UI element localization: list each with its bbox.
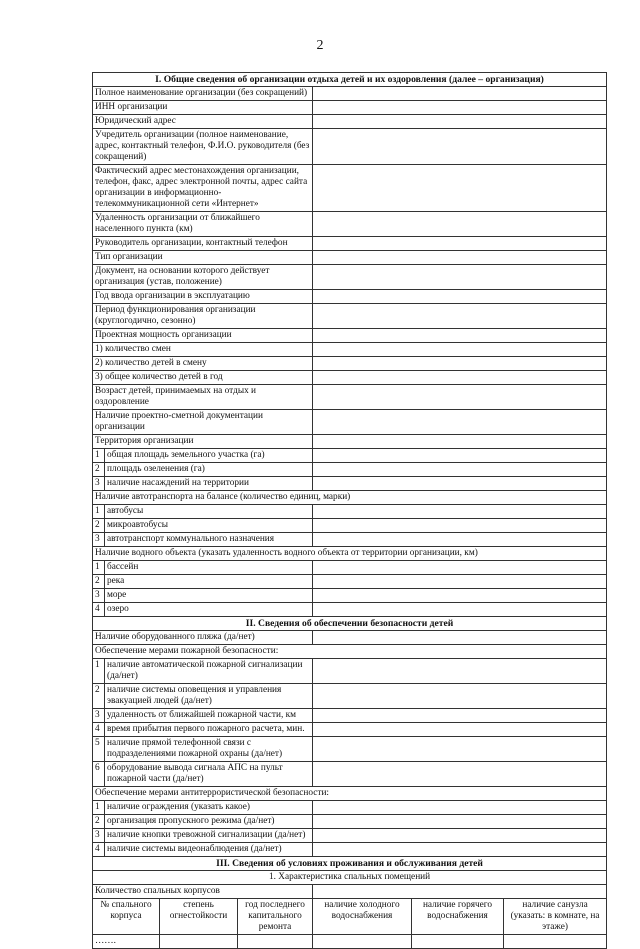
water-row-label: море xyxy=(105,589,313,603)
info-row xyxy=(93,101,607,115)
info-row-value[interactable] xyxy=(313,410,607,435)
terror-row-value[interactable] xyxy=(313,829,607,843)
fire-row xyxy=(93,737,607,762)
info-row-label: Период функционирования организации (круглогодично, сезонно) xyxy=(93,304,313,329)
info-row xyxy=(93,265,607,290)
info-row-label: Территория организации xyxy=(93,435,313,449)
fire-row-value[interactable] xyxy=(313,659,607,684)
terror-title-text: Обеспечение мерами антитеррористической безопасности: xyxy=(93,787,607,801)
info-row-value[interactable] xyxy=(313,290,607,304)
transport-row-label: автобусы xyxy=(105,505,313,519)
info-row-label: 1) количество смен xyxy=(93,343,313,357)
info-row-label: Полное наименование организации (без сокращений) xyxy=(93,87,313,101)
section-3-title xyxy=(93,857,607,871)
terror-row-value[interactable] xyxy=(313,843,607,857)
info-row-label: ИНН организации xyxy=(93,101,313,115)
transport-row-value[interactable] xyxy=(313,519,607,533)
info-row xyxy=(93,385,607,410)
fire-row xyxy=(93,723,607,737)
water-row xyxy=(93,603,607,617)
building-cell[interactable] xyxy=(412,935,504,949)
info-row xyxy=(93,165,607,212)
fire-row-value[interactable] xyxy=(313,684,607,709)
fire-row-number: 3 xyxy=(93,709,105,723)
fire-row-number: 5 xyxy=(93,737,105,762)
building-cell[interactable] xyxy=(504,935,607,949)
transport-row-number: 1 xyxy=(93,505,105,519)
territory-row-value[interactable] xyxy=(313,477,607,491)
terror-row-number: 1 xyxy=(93,801,105,815)
column-header: наличие холодного водоснабжения xyxy=(313,899,412,935)
info-row-label: Фактический адрес местонахождения организации, телефон, факс, адрес электронной почты, адрес сайта организации в информационно-телекоммуникационной сети «Интернет» xyxy=(93,165,313,212)
fire-row xyxy=(93,709,607,723)
info-row-value[interactable] xyxy=(313,129,607,165)
terror-row xyxy=(93,815,607,829)
section-2-title xyxy=(93,617,607,631)
info-row-label: Руководитель организации, контактный телефон xyxy=(93,237,313,251)
info-row xyxy=(93,371,607,385)
fire-row-value[interactable] xyxy=(313,723,607,737)
territory-row-number: 2 xyxy=(93,463,105,477)
info-row-label: Год ввода организации в эксплуатацию xyxy=(93,290,313,304)
info-row xyxy=(93,290,607,304)
fire-row-label: удаленность от ближайшей пожарной части, км xyxy=(105,709,313,723)
water-title-text: Наличие водного объекта (указать удаленность водного объекта от территории организации, км) xyxy=(93,547,607,561)
transport-row xyxy=(93,505,607,519)
terror-row-value[interactable] xyxy=(313,801,607,815)
fire-title-text: Обеспечение мерами пожарной безопасности: xyxy=(93,645,607,659)
building-cell[interactable] xyxy=(238,935,313,949)
transport-title xyxy=(93,491,607,505)
questionnaire-table xyxy=(92,72,607,949)
fire-row-number: 4 xyxy=(93,723,105,737)
terror-row-number: 4 xyxy=(93,843,105,857)
territory-row-label: общая площадь земельного участка (га) xyxy=(105,449,313,463)
territory-row-label: площадь озеленения (га) xyxy=(105,463,313,477)
fire-row-number: 1 xyxy=(93,659,105,684)
fire-row-value[interactable] xyxy=(313,709,607,723)
info-row-label: Документ, на основании которого действует организация (устав, положение) xyxy=(93,265,313,290)
terror-row-value[interactable] xyxy=(313,815,607,829)
water-row-value[interactable] xyxy=(313,589,607,603)
terror-row-label: наличие системы видеонаблюдения (да/нет) xyxy=(105,843,313,857)
transport-row-label: автотранспорт коммунального назначения xyxy=(105,533,313,547)
terror-title xyxy=(93,787,607,801)
terror-row-number: 3 xyxy=(93,829,105,843)
section-1-title xyxy=(93,73,607,87)
info-row xyxy=(93,129,607,165)
info-row-label: 3) общее количество детей в год xyxy=(93,371,313,385)
territory-row xyxy=(93,463,607,477)
count-row xyxy=(93,885,607,899)
territory-row-number: 3 xyxy=(93,477,105,491)
water-row-value[interactable] xyxy=(313,575,607,589)
info-row xyxy=(93,237,607,251)
territory-row-value[interactable] xyxy=(313,463,607,477)
territory-row-number: 1 xyxy=(93,449,105,463)
fire-row-value[interactable] xyxy=(313,737,607,762)
info-row-value[interactable] xyxy=(313,357,607,371)
info-row xyxy=(93,212,607,237)
fire-row-label: наличие системы оповещения и управления эвакуацией людей (да/нет) xyxy=(105,684,313,709)
fire-row-number: 6 xyxy=(93,762,105,787)
info-row-value[interactable] xyxy=(313,435,607,449)
info-row-value[interactable] xyxy=(313,115,607,129)
section-2-title-text: II. Сведения об обеспечении безопасности детей xyxy=(93,617,607,631)
water-row xyxy=(93,589,607,603)
terror-row-label: наличие ограждения (указать какое) xyxy=(105,801,313,815)
info-row-label: 2) количество детей в смену xyxy=(93,357,313,371)
territory-row-value[interactable] xyxy=(313,449,607,463)
column-header: № спального корпуса xyxy=(93,899,160,935)
info-row-value[interactable] xyxy=(313,304,607,329)
fire-row-value[interactable] xyxy=(313,762,607,787)
info-row-value[interactable] xyxy=(313,251,607,265)
count-row-value[interactable] xyxy=(313,885,607,899)
water-row-value[interactable] xyxy=(313,603,607,617)
info-row xyxy=(93,435,607,449)
building-row xyxy=(93,935,607,949)
info-row xyxy=(93,304,607,329)
water-row-number: 3 xyxy=(93,589,105,603)
column-header: год последнего капитального ремонта xyxy=(238,899,313,935)
transport-row-label: микроавтобусы xyxy=(105,519,313,533)
water-row xyxy=(93,561,607,575)
beach-row xyxy=(93,631,607,645)
fire-row-label: наличие прямой телефонной связи с подразделениями пожарной охраны (да/нет) xyxy=(105,737,313,762)
info-row xyxy=(93,343,607,357)
building-columns-header xyxy=(93,899,607,935)
beach-row-value[interactable] xyxy=(313,631,607,645)
fire-row-number: 2 xyxy=(93,684,105,709)
info-row-value[interactable] xyxy=(313,212,607,237)
transport-row-number: 3 xyxy=(93,533,105,547)
beach-row-label: Наличие оборудованного пляжа (да/нет) xyxy=(93,631,313,645)
section-3-subtitle-text: 1. Характеристика спальных помещений xyxy=(93,871,607,885)
info-row-value[interactable] xyxy=(313,87,607,101)
fire-title xyxy=(93,645,607,659)
info-row xyxy=(93,115,607,129)
water-row-number: 1 xyxy=(93,561,105,575)
info-row xyxy=(93,87,607,101)
water-row-value[interactable] xyxy=(313,561,607,575)
section-3-title-text: III. Сведения об условиях проживания и обслуживания детей xyxy=(93,857,607,871)
count-row-label: Количество спальных корпусов xyxy=(93,885,313,899)
water-title xyxy=(93,547,607,561)
transport-title-text: Наличие автотранспорта на балансе (количество единиц, марки) xyxy=(93,491,607,505)
info-row xyxy=(93,410,607,435)
terror-row xyxy=(93,829,607,843)
transport-row xyxy=(93,519,607,533)
column-header: наличие горячего водоснабжения xyxy=(412,899,504,935)
info-row xyxy=(93,329,607,343)
info-row-value[interactable] xyxy=(313,343,607,357)
fire-row-label: наличие автоматической пожарной сигнализации (да/нет) xyxy=(105,659,313,684)
fire-row xyxy=(93,684,607,709)
info-row-label: Возраст детей, принимаемых на отдых и оздоровление xyxy=(93,385,313,410)
water-row xyxy=(93,575,607,589)
info-row xyxy=(93,251,607,265)
questionnaire-body xyxy=(93,73,607,949)
info-row-value[interactable] xyxy=(313,371,607,385)
info-row-label: Юридический адрес xyxy=(93,115,313,129)
info-row-value[interactable] xyxy=(313,101,607,115)
building-cell: ……. xyxy=(93,935,160,949)
water-row-number: 2 xyxy=(93,575,105,589)
info-row-label: Проектная мощность организации xyxy=(93,329,313,343)
section-1-title-text: I. Общие сведения об организации отдыха детей и их оздоровления (далее – организация) xyxy=(93,73,607,87)
water-row-number: 4 xyxy=(93,603,105,617)
info-row-label: Учредитель организации (полное наименование, адрес, контактный телефон, Ф.И.О. руководителя (без сокращений) xyxy=(93,129,313,165)
territory-row-label: наличие насаждений на территории xyxy=(105,477,313,491)
info-row xyxy=(93,357,607,371)
info-row-label: Удаленность организации от ближайшего населенного пункта (км) xyxy=(93,212,313,237)
info-row-value[interactable] xyxy=(313,329,607,343)
transport-row-value[interactable] xyxy=(313,505,607,519)
territory-row xyxy=(93,449,607,463)
fire-row-label: оборудование вывода сигнала АПС на пульт пожарной части (да/нет) xyxy=(105,762,313,787)
territory-row xyxy=(93,477,607,491)
terror-row-number: 2 xyxy=(93,815,105,829)
info-row-value[interactable] xyxy=(313,265,607,290)
building-cell[interactable] xyxy=(160,935,238,949)
page-number: 2 xyxy=(316,38,324,53)
transport-row-number: 2 xyxy=(93,519,105,533)
terror-row-label: наличие кнопки тревожной сигнализации (да/нет) xyxy=(105,829,313,843)
info-row-value[interactable] xyxy=(313,237,607,251)
fire-row-label: время прибытия первого пожарного расчета, мин. xyxy=(105,723,313,737)
info-row-label: Тип организации xyxy=(93,251,313,265)
info-row-value[interactable] xyxy=(313,165,607,212)
column-header: степень огнестойкости xyxy=(160,899,238,935)
water-row-label: бассейн xyxy=(105,561,313,575)
terror-row-label: организация пропускного режима (да/нет) xyxy=(105,815,313,829)
terror-row xyxy=(93,801,607,815)
fire-row xyxy=(93,762,607,787)
transport-row-value[interactable] xyxy=(313,533,607,547)
transport-row xyxy=(93,533,607,547)
column-header: наличие санузла (указать: в комнате, на этаже) xyxy=(504,899,607,935)
building-cell[interactable] xyxy=(313,935,412,949)
water-row-label: река xyxy=(105,575,313,589)
terror-row xyxy=(93,843,607,857)
water-row-label: озеро xyxy=(105,603,313,617)
info-row-value[interactable] xyxy=(313,385,607,410)
fire-row xyxy=(93,659,607,684)
info-row-label: Наличие проектно-сметной документации организации xyxy=(93,410,313,435)
section-3-subtitle xyxy=(93,871,607,885)
